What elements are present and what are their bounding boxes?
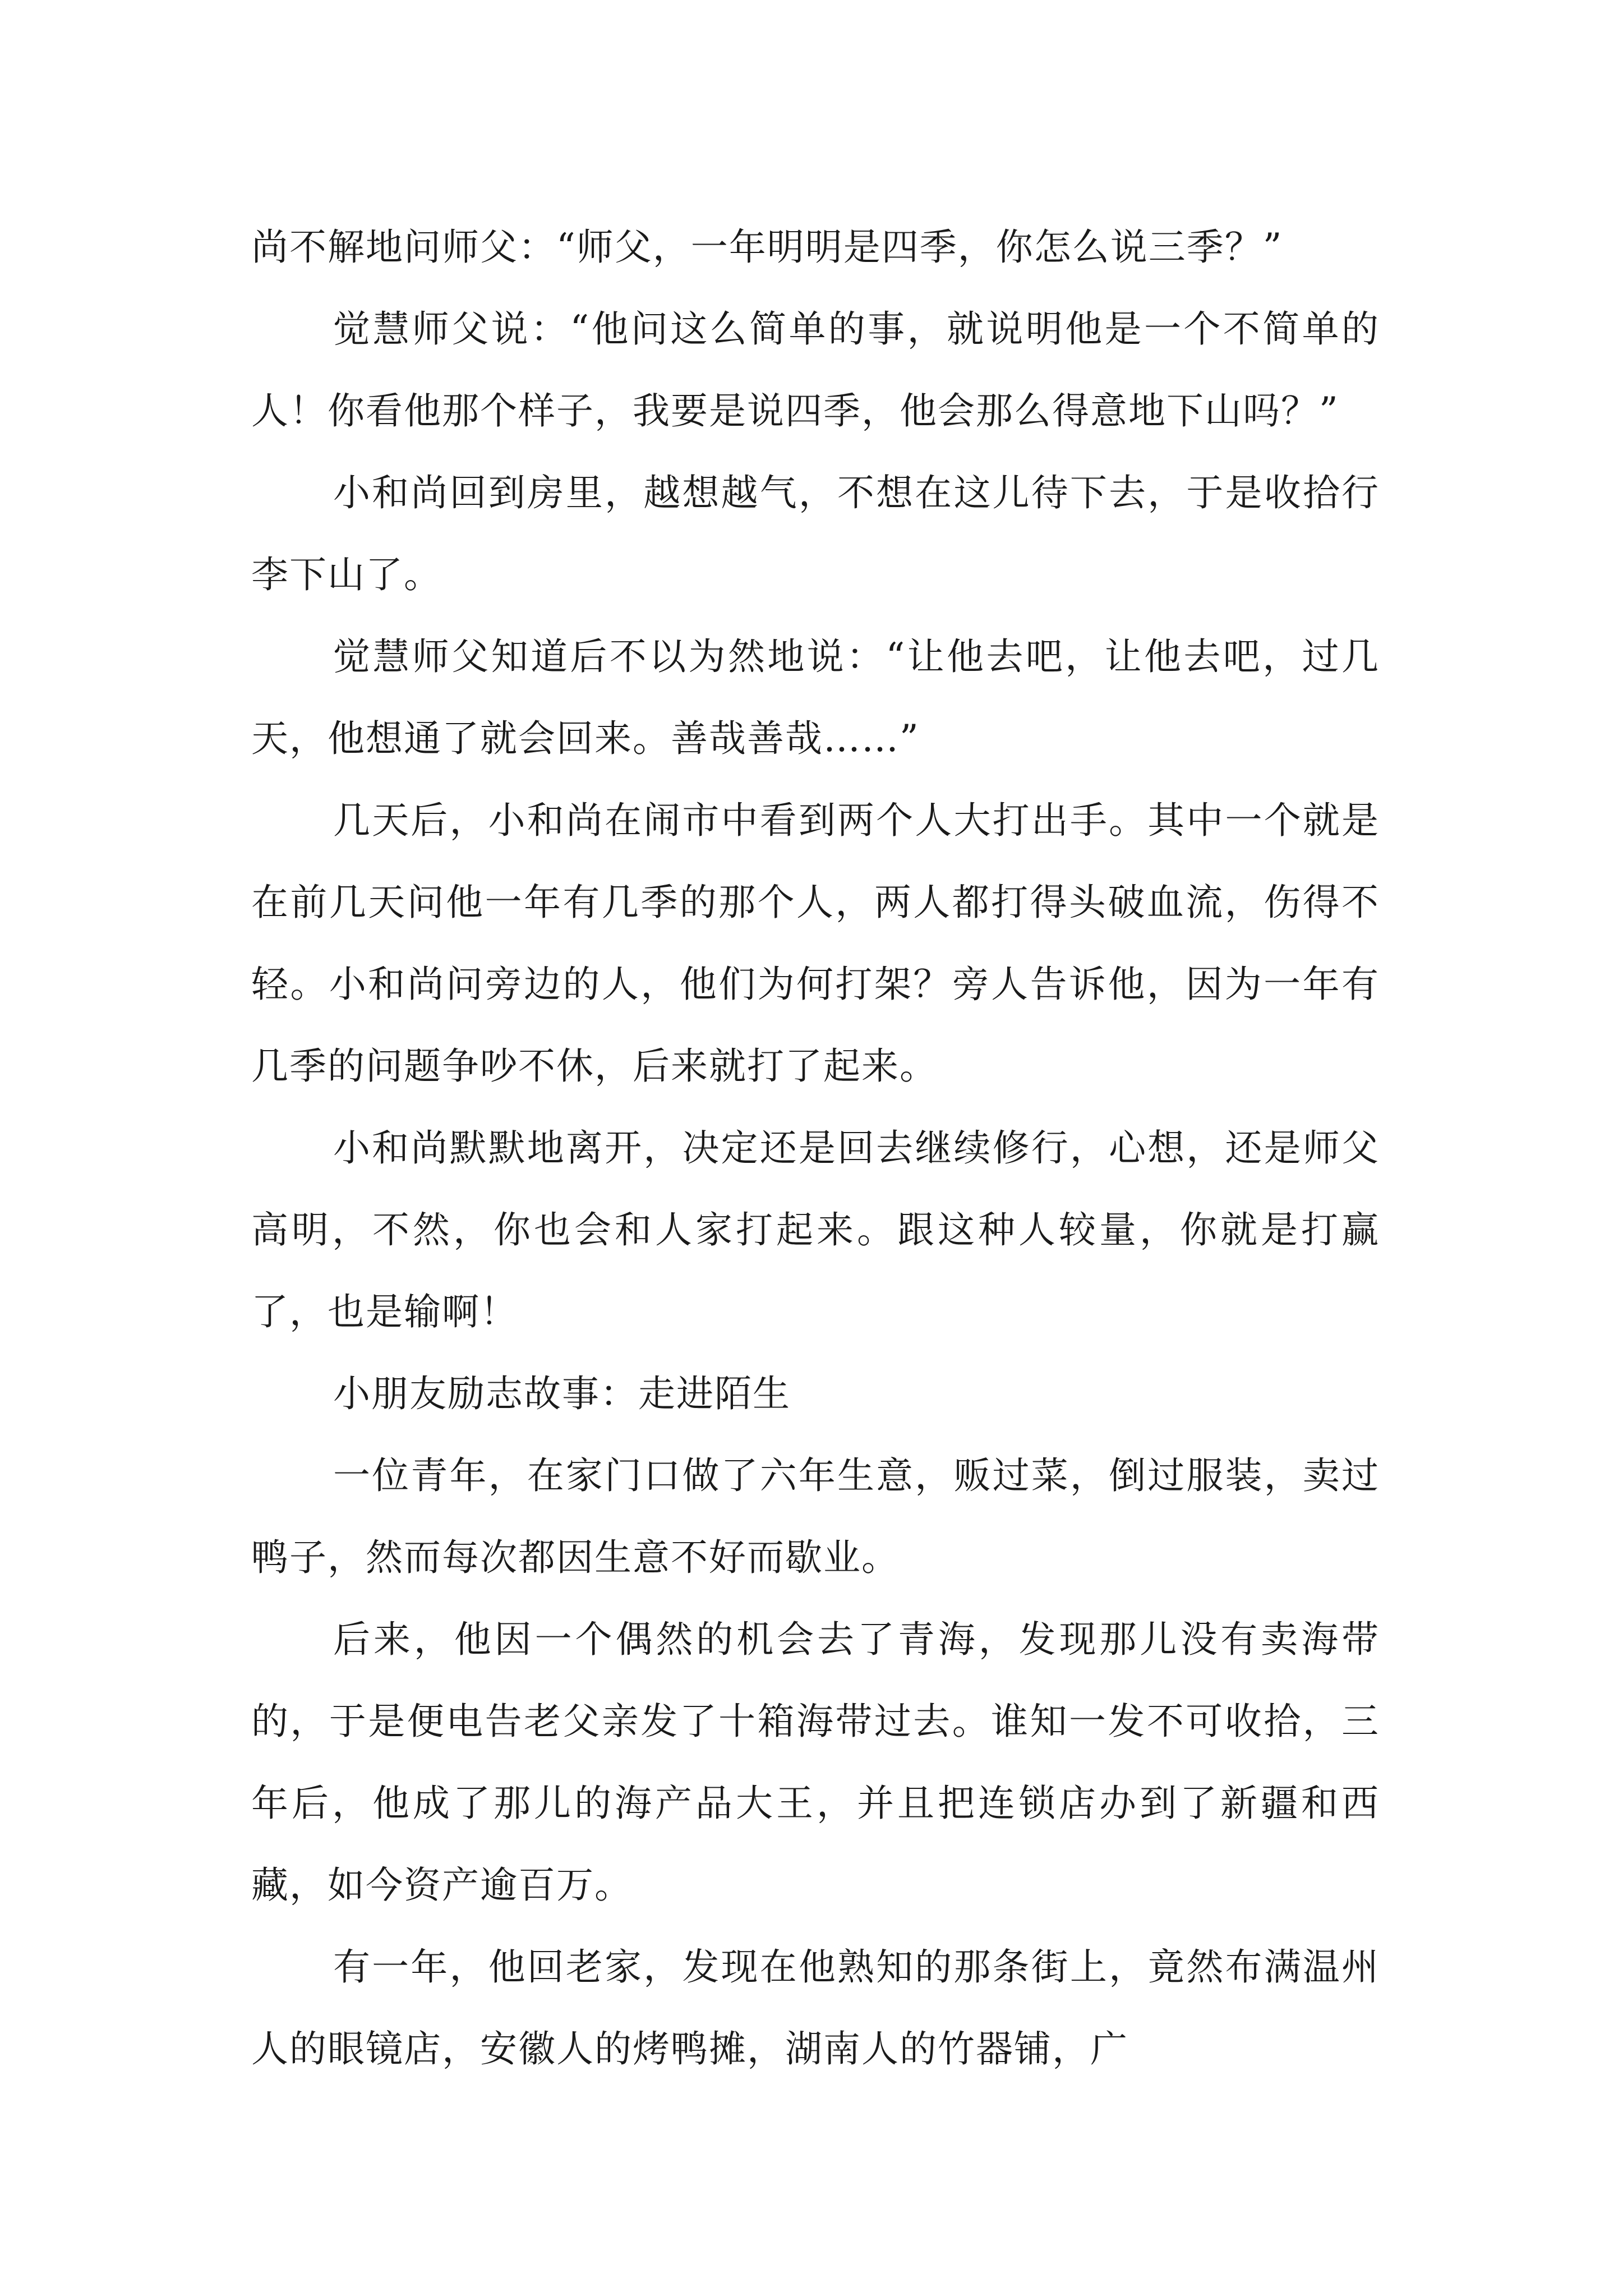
paragraph-2: 觉慧师父说：“他问这么简单的事，就说明他是一个不简单的人！你看他那个样子，我要是说四季，他会那么得意地下山吗？”	[251, 307, 1380, 432]
document-body	[251, 206, 1380, 2090]
paragraph-4: 觉慧师父知道后不以为然地说：“让他去吧，让他去吧，过几天，他想通了就会回来。善哉善哉……”	[251, 635, 1380, 760]
paragraph-1: 尚不解地问师父：“师父，一年明明是四季，你怎么说三季？”	[251, 226, 1283, 269]
paragraph-6: 小和尚默默地离开，决定还是回去继续修行，心想，还是师父高明，不然，你也会和人家打起来。跟这种人较量，你就是打赢了，也是输啊！	[251, 1126, 1380, 1333]
paragraph-8: 后来，他因一个偶然的机会去了青海，发现那儿没有卖海带的，于是便电告老父亲发了十箱海带过去。谁知一发不可收拾，三年后，他成了那儿的海产品大王，并且把连锁店办到了新疆和西藏，如今资产逾百万。	[251, 1618, 1380, 1907]
paragraph-7: 一位青年，在家门口做了六年生意，贩过菜，倒过服装，卖过鸭子，然而每次都因生意不好而歇业。	[251, 1454, 1380, 1579]
section-heading: 小朋友励志故事：走进陌生	[333, 1372, 791, 1415]
paragraph-5: 几天后，小和尚在闹市中看到两个人大打出手。其中一个就是在前几天问他一年有几季的那个人，两人都打得头破血流，伤得不轻。小和尚问旁边的人，他们为何打架？旁人告诉他，因为一年有几季的问题争吵不休，后来就打了起来。	[251, 799, 1380, 1088]
paragraph-3: 小和尚回到房里，越想越气，不想在这儿待下去，于是收拾行李下山了。	[251, 471, 1380, 596]
paragraph-9: 有一年，他回老家，发现在他熟知的那条街上，竟然布满温州人的眼镜店，安徽人的烤鸭摊，湖南人的竹器铺，广	[251, 1945, 1380, 2070]
